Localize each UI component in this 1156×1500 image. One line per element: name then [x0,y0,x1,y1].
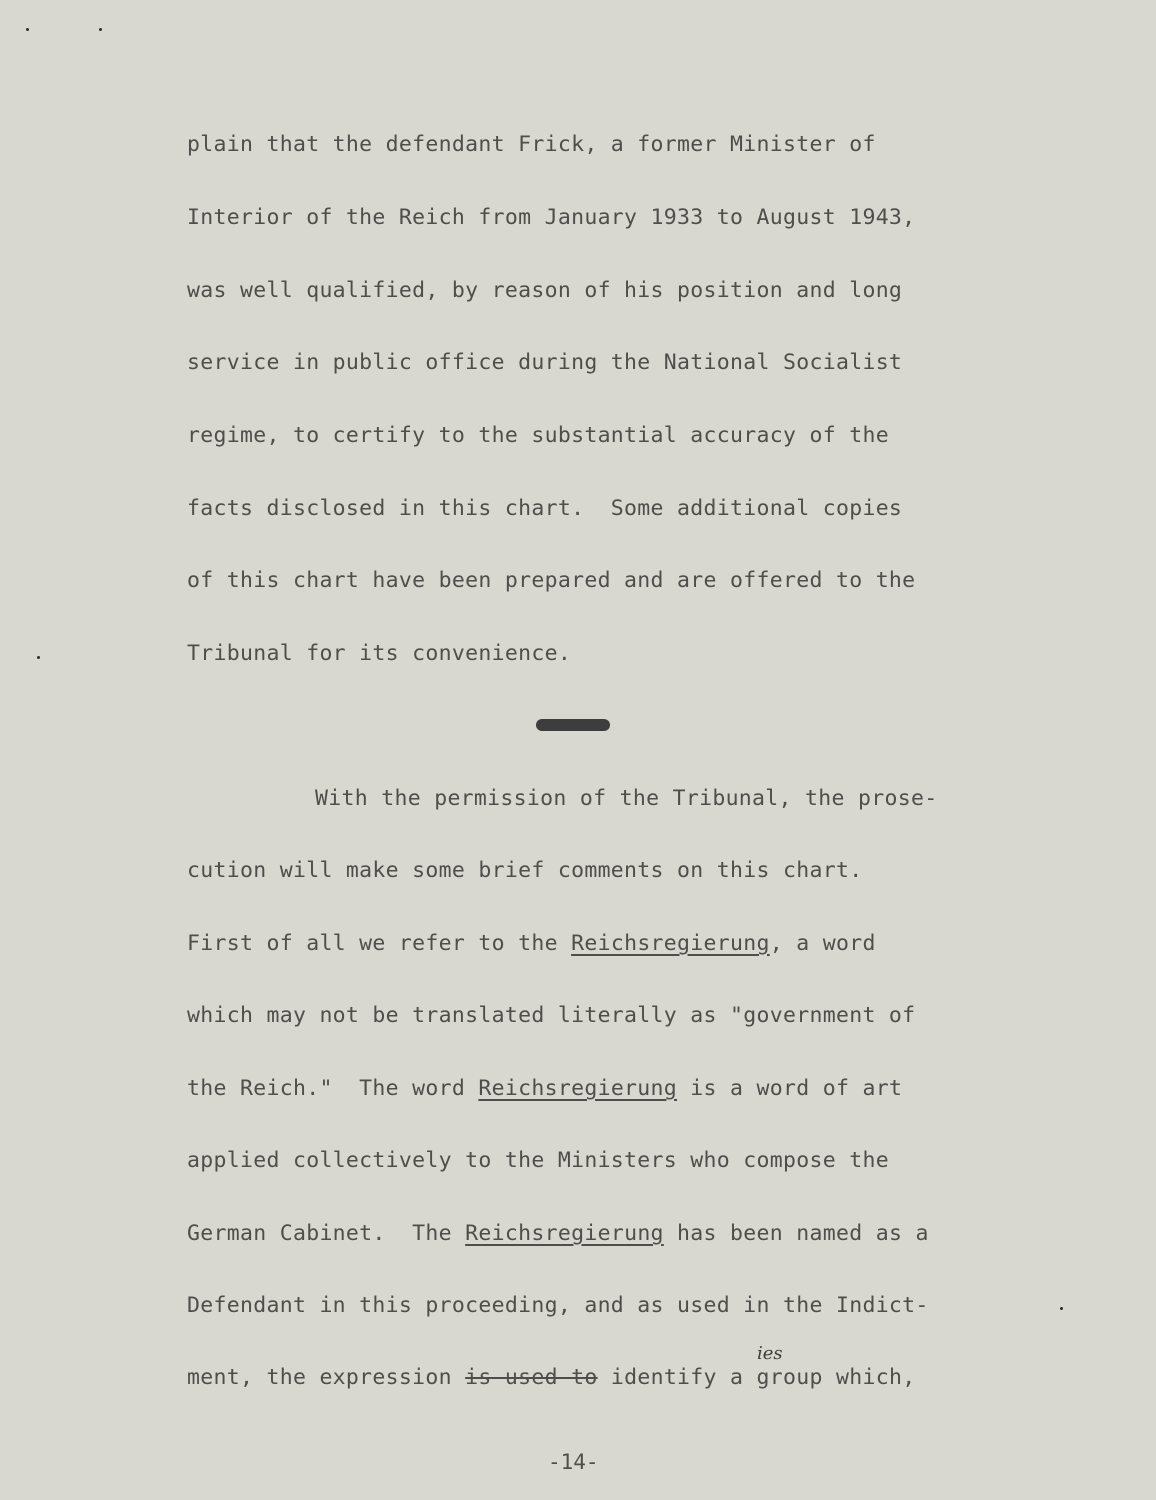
text-span: identify a group which, [597,1365,916,1390]
text-line: which may not be translated literally as "government of [187,1003,916,1028]
underlined-term: Reichsregierung [478,1076,678,1101]
text-line [187,1219,929,1249]
text-span: German Cabinet. The [187,1221,466,1246]
text-line: With the permission of the Tribunal, the prose- [315,786,938,811]
text-line: was well qualified, by reason of his position and long [187,278,903,303]
text-line [187,929,876,959]
text-line: Interior of the Reich from January 1933 to August 1943, [187,205,916,230]
handwritten-correction: ies [757,1343,783,1364]
text-line: cution will make some brief comments on this chart. [187,858,863,883]
text-line: applied collectively to the Ministers who compose the [187,1148,889,1173]
underlined-term: Reichsregierung [465,1221,664,1246]
text-line: Tribunal for its convenience. [187,641,572,666]
scan-speck [1060,1307,1063,1310]
scan-speck [99,28,102,31]
text-span: ment, the expression [187,1365,466,1390]
underlined-term: Reichsregierung [571,931,770,956]
scan-speck [26,28,29,31]
text-line: plain that the defendant Frick, a former Minister of [187,132,876,157]
text-line: facts disclosed in this chart. Some additional copies [187,496,903,521]
ink-blot [536,719,610,731]
scan-speck [37,656,40,659]
text-span: , a word [769,931,876,956]
text-span: has been named as a [663,1221,929,1246]
text-line [187,1363,915,1393]
text-span: First of all we refer to the [187,931,572,956]
struck-text: is used to [465,1365,598,1390]
page-number: -14- [548,1450,599,1474]
text-span: is a word of art [677,1076,903,1101]
text-span: the Reich." The word [187,1076,479,1101]
struck-out-note [534,708,612,738]
text-line: Defendant in this proceeding, and as used in the Indict- [187,1293,929,1318]
text-line [187,1074,902,1104]
text-line: regime, to certify to the substantial accuracy of the [187,423,889,448]
text-line: of this chart have been prepared and are offered to the [187,568,916,593]
text-line: service in public office during the National Socialist [187,350,903,375]
